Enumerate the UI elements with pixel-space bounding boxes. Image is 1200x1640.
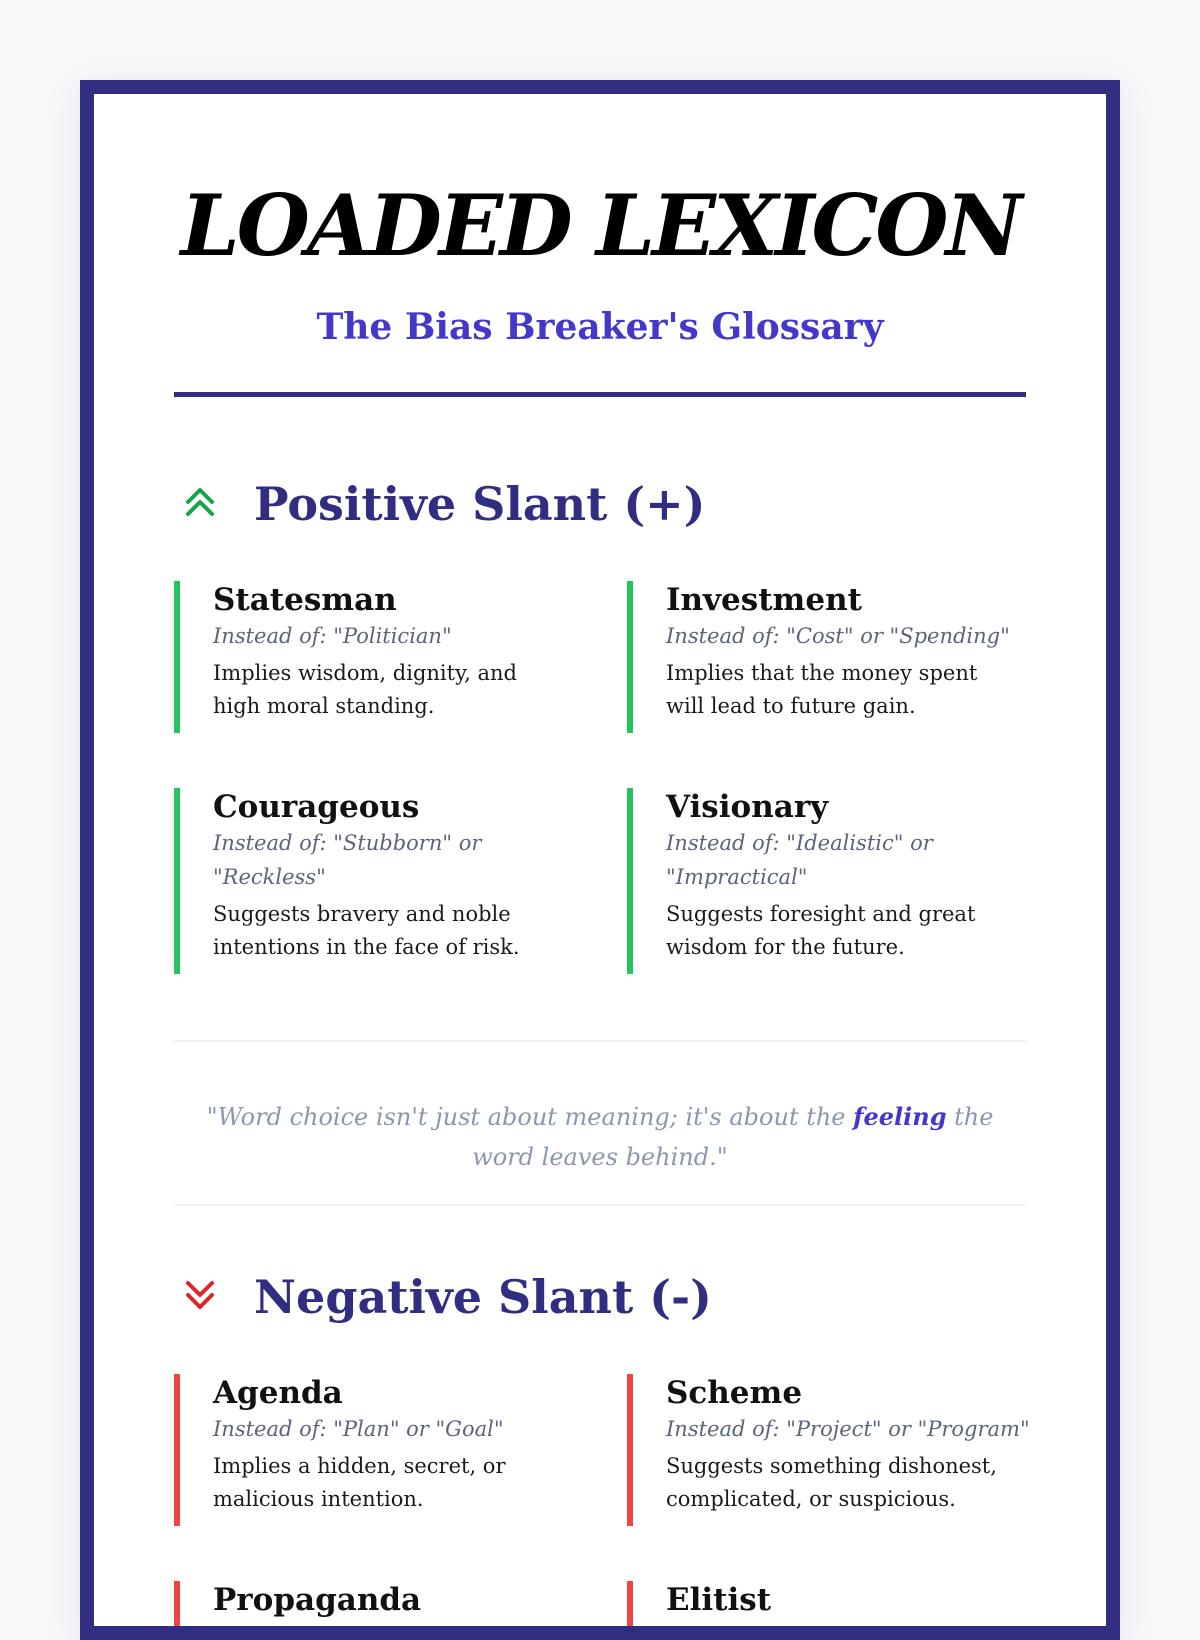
term-word: Investment xyxy=(666,582,862,618)
term-word: Courageous xyxy=(213,789,420,825)
quote-emphasis: feeling xyxy=(853,1102,947,1131)
term-alternative: Instead of: "Project" or "Program" xyxy=(666,1417,1030,1441)
term-entry xyxy=(627,1581,1022,1640)
term-alternative: Instead of: "Politician" xyxy=(213,624,452,648)
positive-section-header xyxy=(174,474,1026,534)
term-word: Elitist xyxy=(666,1582,772,1618)
term-word: Visionary xyxy=(666,789,829,825)
term-word: Propaganda xyxy=(213,1582,422,1618)
term-alternative: Instead of: "Stubborn" or "Reckless" xyxy=(213,831,482,889)
glossary-card xyxy=(80,80,1120,1640)
page-subtitle: The Bias Breaker's Glossary xyxy=(316,306,884,348)
term-entry xyxy=(627,581,1022,733)
pull-quote xyxy=(174,1097,1026,1177)
quote-divider-bottom xyxy=(174,1204,1026,1206)
term-description: Suggests something dishonest, complicated, or suspicious. xyxy=(666,1454,997,1511)
header-divider xyxy=(174,392,1026,397)
term-entry xyxy=(174,1581,569,1640)
term-description: Suggests bravery and noble intentions in the face of risk. xyxy=(213,902,520,959)
page-title: LOADED LEXICON xyxy=(180,176,1020,275)
negative-section-title: Negative Slant (-) xyxy=(254,1270,712,1324)
term-entry xyxy=(174,581,569,733)
quote-text-end: the word leaves behind." xyxy=(472,1103,994,1171)
negative-section-header xyxy=(174,1267,1026,1327)
term-description: Implies wisdom, dignity, and high moral standing. xyxy=(213,661,517,718)
quote-divider-top xyxy=(174,1040,1026,1042)
term-entry xyxy=(627,788,1022,974)
term-description: Implies that the money spent will lead to future gain. xyxy=(666,661,978,718)
double-chevron-up-icon xyxy=(182,482,218,522)
term-description: Implies a hidden, secret, or malicious intention. xyxy=(213,1454,506,1511)
term-entry xyxy=(174,1374,569,1526)
quote-text: "Word choice isn't just about meaning; it's about the xyxy=(206,1103,854,1131)
term-word: Statesman xyxy=(213,582,397,618)
double-chevron-down-icon xyxy=(182,1275,218,1315)
term-alternative: Instead of: "Cost" or "Spending" xyxy=(666,624,1010,648)
term-entry xyxy=(627,1374,1030,1526)
term-description: Suggests foresight and great wisdom for the future. xyxy=(666,902,976,959)
positive-section-title: Positive Slant (+) xyxy=(254,477,706,531)
term-word: Scheme xyxy=(666,1375,803,1411)
term-word: Agenda xyxy=(213,1375,343,1411)
term-alternative: Instead of: "Idealistic" or "Impractical" xyxy=(666,831,933,889)
term-entry xyxy=(174,788,569,974)
term-alternative: Instead of: "Plan" or "Goal" xyxy=(213,1417,504,1441)
